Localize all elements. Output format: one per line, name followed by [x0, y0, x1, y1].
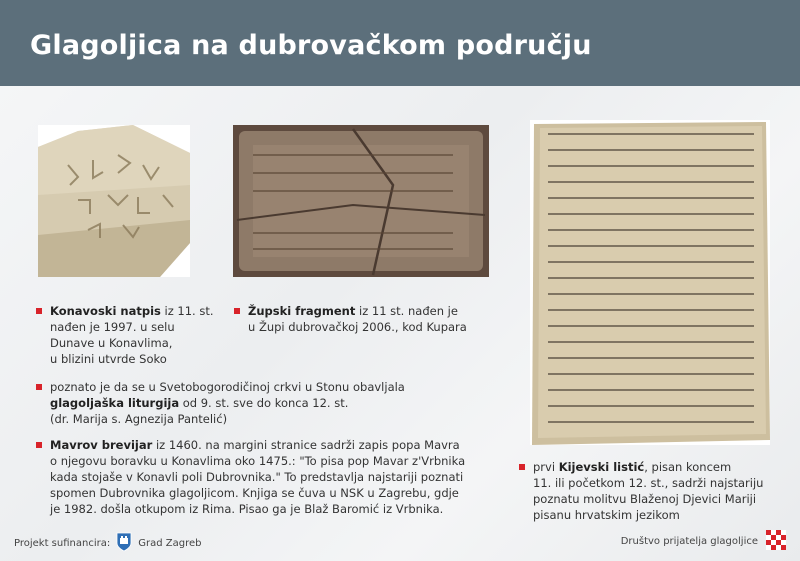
sponsor-name: Grad Zagreb [138, 538, 202, 549]
organization-footer [621, 530, 786, 553]
croatian-checkerboard-logo-icon [766, 530, 786, 553]
organization-name: Društvo prijatelja glagoljice [620, 536, 758, 547]
ston-line3: (dr. Marija s. Agnezija Pantelić) [50, 412, 228, 426]
konavoski-line3: Dunave u Konavlima, [50, 336, 173, 350]
kijevski-line3: poznatu molitvu Blaženoj Djevici Mariji [533, 492, 757, 506]
zagreb-coat-of-arms-icon [116, 532, 132, 555]
mavrov-line4: spomen Dubrovnika glagoljicom. Knjiga se čuva u NSK u Zagrebu, gdje [50, 486, 459, 500]
zupski-line1: iz 11 st. nađen je [355, 304, 458, 318]
kijevski-listic-photo [530, 120, 770, 445]
bullet-marker [36, 308, 42, 314]
project-label: Projekt sufinancira: [14, 538, 111, 549]
project-sponsor-footer [14, 532, 201, 555]
zupski-line2: u Župi dubrovačkoj 2006., kod Kupara [248, 320, 467, 334]
kijevski-line2: 11. ili početkom 12. st., sadrži najstariju [533, 476, 764, 490]
kijevski-title: Kijevski listić [558, 460, 645, 474]
bullet-marker [36, 442, 42, 448]
mavrov-title: Mavrov brevijar [50, 438, 153, 452]
konavoski-text [50, 303, 225, 367]
zupski-title: Župski fragment [248, 304, 356, 318]
konavoski-line2: nađen je 1997. u selu [50, 320, 175, 334]
mavrov-line5: je 1982. došla otkupom iz Rima. Pisao ga je Blaž Baromić iz Vrbnika. [50, 502, 444, 516]
page-title: Glagoljica na dubrovačkom području [30, 30, 592, 61]
konavoski-stone-photo [38, 125, 190, 277]
ston-line1: poznato je da se u Svetobogorodičinoj crkvi u Stonu obavljala [50, 380, 405, 394]
konavoski-title: Konavoski natpis [50, 304, 161, 318]
kijevski-text [533, 459, 783, 523]
bullet-marker [519, 464, 525, 470]
mavrov-text [50, 437, 490, 517]
bullet-marker [36, 384, 42, 390]
zupski-text [248, 303, 508, 335]
mavrov-line2: o njegovu boravku u Konavlima oko 1475.: "To pisa pop Mavar z'Vrbnika [50, 454, 466, 468]
ston-line2: od 9. st. sve do konca 12. st. [179, 396, 349, 410]
konavoski-line1: iz 11. st. [160, 304, 214, 318]
ston-liturgy: glagoljaška liturgija [50, 396, 180, 410]
mavrov-line1: iz 1460. na margini stranice sadrži zapis popa Mavra [152, 438, 460, 452]
ston-text [50, 379, 480, 427]
konavoski-line4: u blizini utvrde Soko [50, 352, 167, 366]
mavrov-line3: kada stojaše v Konavli poli Dubrovnika." To predstavlja najstariji poznati [50, 470, 464, 484]
kijevski-line1: , pisan koncem [644, 460, 732, 474]
kijevski-prefix: prvi [533, 460, 559, 474]
title-banner [0, 0, 800, 86]
zupski-fragment-photo [233, 125, 489, 277]
kijevski-line4: pisanu hrvatskim jezikom [533, 508, 680, 522]
bullet-marker [234, 308, 240, 314]
